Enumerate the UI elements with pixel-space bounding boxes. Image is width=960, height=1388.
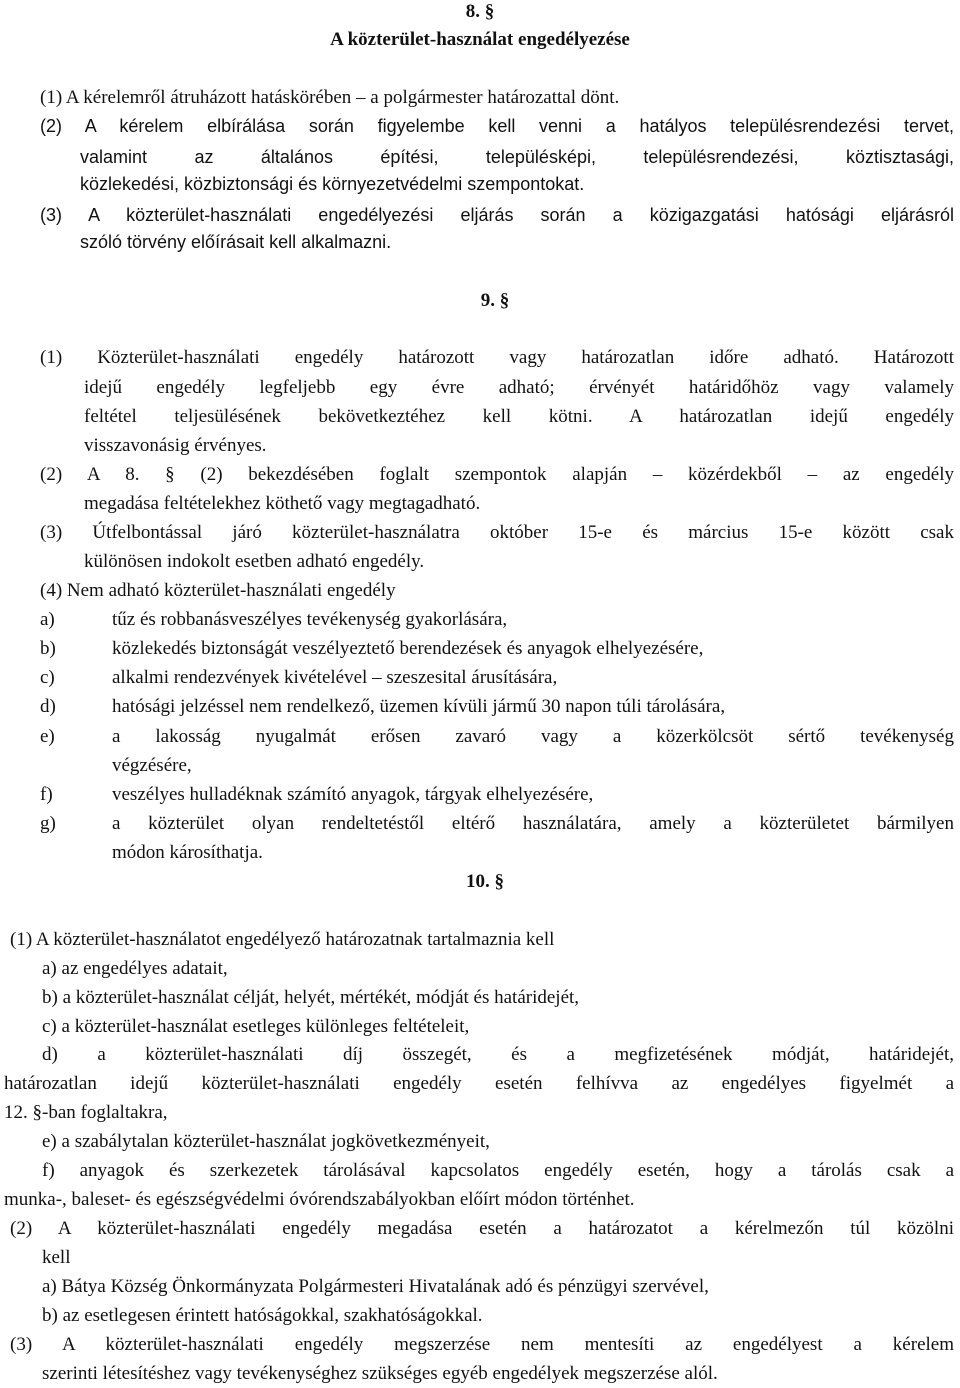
s9-paragraph-3-line: különösen indokolt esetben adható engedély. <box>84 551 425 572</box>
s10-paragraph-2-line: kell <box>42 1247 71 1268</box>
s10-paragraph-1: (1) A közterület-használatot engedélyező határozatnak tartalmaznia kell <box>10 929 555 950</box>
list-item-label: g) <box>40 813 56 834</box>
list-item-text: alkalmi rendezvények kivételével – szeszesital árusítására, <box>112 667 558 688</box>
s10-item-d-line: d) a közterület-használati díj összegét, és a megfizetésének módját, határidejét, <box>42 1044 954 1065</box>
list-item-label: b) <box>40 638 56 659</box>
list-item-text: a közterület olyan rendeltetéstől eltérő használatára, amely a közterületet bármilyen <box>112 813 954 834</box>
s9-paragraph-1-line: visszavonásig érvényes. <box>84 435 267 456</box>
list-item-label: c) <box>40 667 55 688</box>
s8-paragraph-3-line: (3) A közterület-használati engedélyezési eljárás során a közigazgatási hatósági eljárásról <box>40 205 954 225</box>
s10-item-c: c) a közterület-használat esetleges különleges feltételeit, <box>42 1016 470 1037</box>
s9-paragraph-1-line: (1) Közterület-használati engedély határozott vagy határozatlan időre adható. Határozott <box>40 347 954 368</box>
list-item-label: f) <box>40 784 53 805</box>
s10-paragraph-3-line: (3) A közterület-használati engedély megszerzése nem mentesíti az engedélyest a kérelem <box>10 1334 954 1355</box>
list-item-text: végzésére, <box>112 755 192 776</box>
s8-paragraph-1: (1) A kérelemről átruházott hatáskörében – a polgármester határozattal dönt. <box>40 87 620 108</box>
section-8-title: A közterület-használat engedélyezése <box>330 29 630 50</box>
s9-paragraph-1-line: feltétel teljesülésének bekövetkeztéhez kell kötni. A határozatlan idejű engedély <box>84 406 954 427</box>
s8-paragraph-2-line: (2) A kérelem elbírálása során figyelembe kell venni a hatályos településrendezési tervet, <box>40 116 954 136</box>
s10-item-a: a) az engedélyes adatait, <box>42 958 228 979</box>
s10-item-f-line: f) anyagok és szerkezetek tárolásával kapcsolatos engedély esetén, hogy a tárolás csak a <box>42 1160 954 1181</box>
s10-item-d-line: határozatlan idejű közterület-használati engedély esetén felhívva az engedélyes figyelmét a <box>4 1073 954 1094</box>
s9-paragraph-1-line: idejű engedély legfeljebb egy évre adható; érvényét határidőhöz vagy valamely <box>84 377 954 398</box>
s8-paragraph-2-line: valamint az általános építési, településképi, településrendezési, köztisztasági, <box>80 147 954 167</box>
s10-item-e: e) a szabálytalan közterület-használat jogkövetkezményeit, <box>42 1131 490 1152</box>
s10-paragraph-3-line: szerinti létesítéshez vagy tevékenységhez szükséges egyéb engedélyek megszerzése alól. <box>42 1363 718 1384</box>
s8-paragraph-3-line: szóló törvény előírásait kell alkalmazni. <box>80 232 392 252</box>
section-8-heading: 8. § <box>465 1 495 22</box>
list-item-label: a) <box>40 609 55 630</box>
s10-paragraph-2-line: (2) A közterület-használati engedély megadása esetén a határozatot a kérelmezőn túl közölni <box>10 1218 954 1239</box>
list-item-text: közlekedés biztonságát veszélyeztető berendezések és anyagok elhelyezésére, <box>112 638 704 659</box>
s10-item-f-line: munka-, baleset- és egészségvédelmi óvórendszabályokban előírt módon történhet. <box>4 1189 635 1210</box>
list-item-text: a lakosság nyugalmát erősen zavaró vagy a közerkölcsöt sértő tevékenység <box>112 726 954 747</box>
list-item-text: hatósági jelzéssel nem rendelkező, üzemen kívüli jármű 30 napon túli tárolására, <box>112 696 726 717</box>
list-item-text: tűz és robbanásveszélyes tevékenység gyakorlására, <box>112 609 508 630</box>
list-item-label: d) <box>40 696 56 717</box>
s8-paragraph-2-line: közlekedési, közbiztonsági és környezetvédelmi szempontokat. <box>80 174 585 194</box>
section-10-heading: 10. § <box>466 871 504 892</box>
s10-item-b: b) a közterület-használat célját, helyét, mértékét, módját és határidejét, <box>42 987 580 1008</box>
s9-paragraph-2-line: megadása feltételekhez köthető vagy megtagadható. <box>84 493 481 514</box>
s10-paragraph-2-item-a: a) Bátya Község Önkormányzata Polgármesteri Hivatalának adó és pénzügyi szervével, <box>42 1276 709 1297</box>
s10-item-d-line: 12. §-ban foglaltakra, <box>4 1102 168 1123</box>
section-9-heading: 9. § <box>480 290 510 311</box>
s9-paragraph-2-line: (2) A 8. § (2) bekezdésében foglalt szempontok alapján – közérdekből – az engedély <box>40 464 954 485</box>
list-item-label: e) <box>40 726 55 747</box>
s9-paragraph-3-line: (3) Útfelbontással járó közterület-használatra október 15-e és március 15-e között csak <box>40 522 954 543</box>
s10-paragraph-2-item-b: b) az esetlegesen érintett hatóságokkal, szakhatóságokkal. <box>42 1305 483 1326</box>
list-item-text: veszélyes hulladéknak számító anyagok, tárgyak elhelyezésére, <box>112 784 594 805</box>
s9-paragraph-4: (4) Nem adható közterület-használati engedély <box>40 580 396 601</box>
list-item-text: módon károsíthatja. <box>112 842 263 863</box>
